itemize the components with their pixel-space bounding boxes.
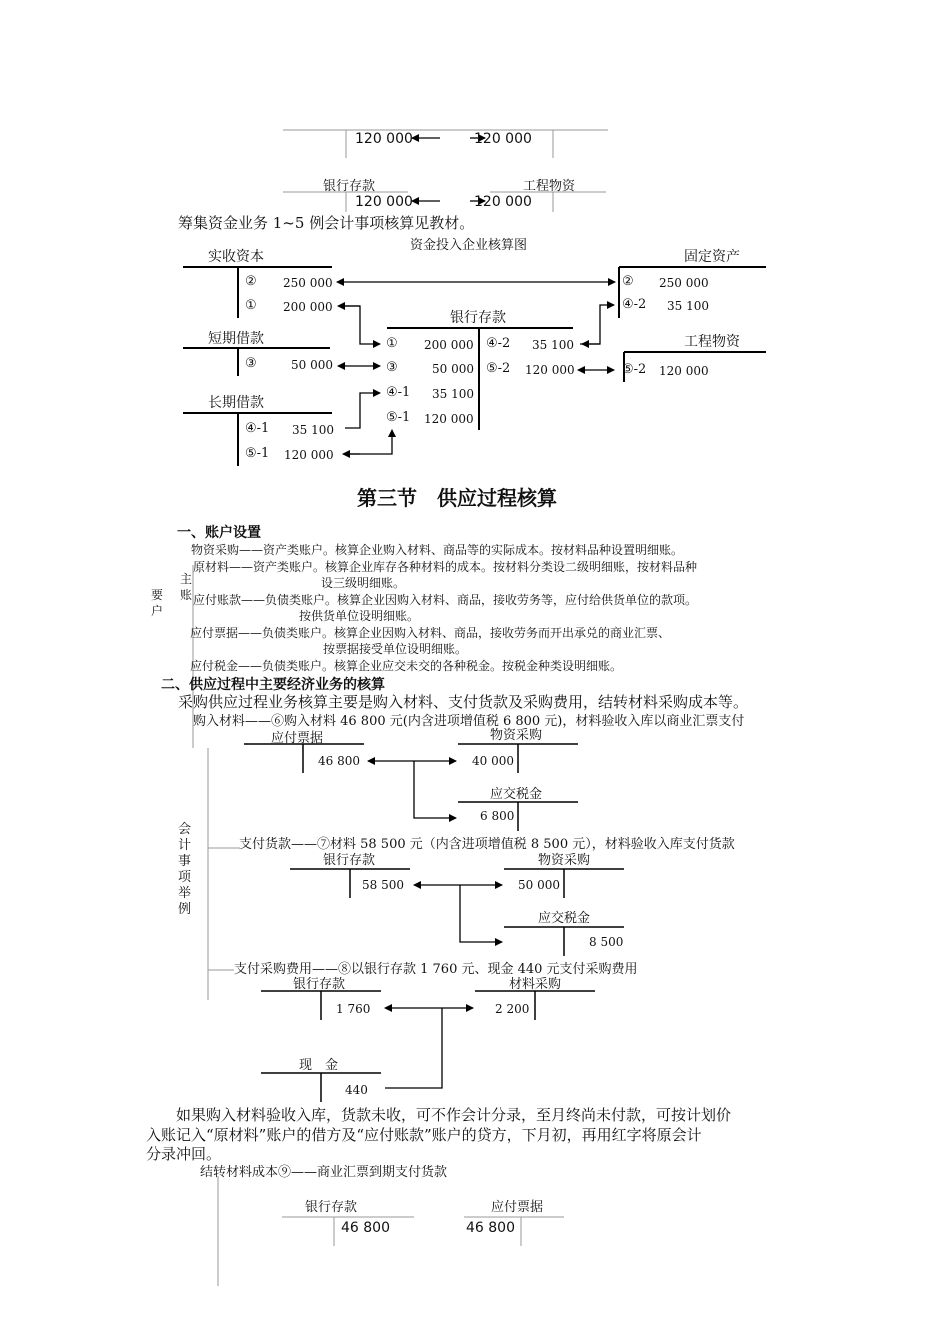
fixed-assets-title: 固定资产 (684, 249, 740, 265)
account-line: 应付票据——负债类账户。核算企业因购入材料、商品，接收劳务而开出承兑的商业汇票、 (190, 626, 671, 640)
account-line: 原材料——资产类账户。核算企业库存各种材料的成本。按材料分类设二级明细账，按材料品种 (193, 560, 698, 574)
construction-materials-title: 工程物资 (684, 334, 740, 350)
bank-debit-amount: 200 000 (424, 338, 474, 352)
ex6-notes-payable-amount: 46 800 (318, 754, 360, 768)
pic-entry-amount: 250 000 (283, 276, 333, 290)
bank-credit-amount: 120 000 (525, 363, 575, 377)
bank-debit-amount: 120 000 (424, 412, 474, 426)
top-construction-title: 工程物资 (523, 179, 576, 194)
ex6-tax-payable-title: 应交税金 (490, 787, 543, 802)
bank-debit-no: ① (386, 336, 398, 351)
top-row1-right-amount: 120 000 (474, 131, 532, 147)
side-label-important: 要 (151, 588, 164, 602)
account-line: 按供货单位设明细账。 (299, 609, 420, 623)
ex7-materials-purchase-amount: 50 000 (518, 878, 560, 892)
ex6-materials-purchase-title: 物资采购 (490, 728, 543, 743)
top-row2-left-amount: 120 000 (355, 194, 413, 210)
bank-title: 银行存款 (450, 310, 506, 326)
long-loan-title: 长期借款 (208, 395, 264, 411)
pic-entry-no: ① (245, 298, 257, 313)
side-label-char: 会 (178, 822, 192, 837)
ex8-bank-amount: 1 760 (336, 1002, 371, 1016)
bank-debit-no: ⑤-1 (386, 410, 411, 425)
note-line: 如果购入材料验收入库，货款未收，可不作会计分录，至月终尚未付款，可按计划价 (176, 1106, 732, 1124)
part2-intro: 采购供应过程业务核算主要是购入材料、支付货款及采购费用，结转材料采购成本等。 (178, 693, 749, 711)
intro-line: 筹集资金业务 1~5 例会计事项核算见教材。 (178, 214, 475, 232)
pic-entry-amount: 200 000 (283, 300, 333, 314)
ex7-materials-purchase-title: 物资采购 (538, 853, 591, 868)
side-label-household: 户 (151, 604, 164, 618)
account-line: 设三级明细账。 (321, 576, 406, 590)
example8-caption: 支付采购费用——⑧以银行存款 1 760 元、现金 440 元支付采购费用 (234, 962, 638, 977)
example9-caption: 结转材料成本⑨——商业汇票到期支付货款 (200, 1165, 448, 1180)
construction-entry-no: ⑤-2 (622, 362, 647, 377)
fixed-assets-entry-no: ④-2 (622, 297, 647, 312)
bank-credit-no: ⑤-2 (486, 361, 511, 376)
example6-caption: 购入材料——⑥购入材料 46 800 元(内含进项增值税 6 800 元)，材料验收入库以商业汇票支付 (193, 714, 745, 729)
account-line: 按票据接受单位设明细账。 (323, 642, 468, 656)
ex9-notes-payable-title: 应付票据 (491, 1200, 544, 1215)
bank-debit-no: ④-1 (386, 385, 411, 400)
ex6-notes-payable-title: 应付票据 (271, 731, 324, 746)
account-line: 应付税金——负债类账户。核算企业应交未交的各种税金。按税金种类设明细账。 (190, 659, 623, 673)
bank-credit-amount: 35 100 (532, 338, 574, 352)
ex8-material-purchase-amount: 2 200 (495, 1002, 530, 1016)
side-label-char: 举 (178, 886, 192, 901)
long-loan-entry-no: ④-1 (245, 421, 270, 436)
bank-credit-no: ④-2 (486, 336, 511, 351)
ex9-notes-payable-amount: 46 800 (466, 1220, 515, 1236)
fixed-assets-entry-no: ② (622, 274, 634, 289)
top-row2-right-amount: 120 000 (474, 194, 532, 210)
side-label-char: 事 (178, 854, 192, 869)
long-loan-entry-no: ⑤-1 (245, 446, 270, 461)
side-label-char: 例 (178, 902, 192, 917)
ex7-tax-payable-title: 应交税金 (538, 911, 591, 926)
construction-entry-amount: 120 000 (659, 364, 709, 378)
side-label-char: 计 (178, 838, 192, 853)
account-line: 应付账款——负债类账户。核算企业因购入材料、商品，接收劳务等，应付给供货单位的款项。 (193, 593, 698, 607)
ex8-material-purchase-title: 材料采购 (509, 977, 562, 992)
ex6-tax-payable-amount: 6 800 (480, 809, 515, 823)
pic-entry-no: ② (245, 274, 257, 289)
long-loan-entry-amount: 35 100 (292, 423, 334, 437)
ex7-bank-title: 银行存款 (323, 853, 376, 868)
part1-heading: 一、账户设置 (177, 525, 261, 541)
example7-caption: 支付货款——⑦材料 58 500 元（内含进项增值税 8 500 元），材料验收入库支付货款 (239, 837, 735, 852)
part2-heading: 二、供应过程中主要经济业务的核算 (161, 677, 385, 693)
short-loan-entry-no: ③ (245, 356, 257, 371)
bank-debit-no: ③ (386, 360, 398, 375)
long-loan-entry-amount: 120 000 (284, 448, 334, 462)
short-loan-title: 短期借款 (208, 331, 264, 347)
ex8-cash-amount: 440 (345, 1083, 368, 1097)
funding-diagram-title: 资金投入企业核算图 (410, 238, 528, 253)
ex9-bank-amount: 46 800 (341, 1220, 390, 1236)
ex7-tax-payable-amount: 8 500 (589, 935, 624, 949)
side-label-account: 账 (180, 588, 193, 602)
ex9-bank-title: 银行存款 (305, 1200, 358, 1215)
side-label-char: 项 (178, 870, 192, 885)
note-line: 入账记入“原材料”账户的借方及“应付账款”账户的贷方，下月初，再用红字将原会计 (146, 1126, 702, 1144)
bank-debit-amount: 50 000 (432, 362, 474, 376)
ex6-materials-purchase-amount: 40 000 (472, 754, 514, 768)
top-bank-title: 银行存款 (323, 179, 376, 194)
section-title: 第三节 供应过程核算 (357, 486, 557, 510)
account-line: 物资采购——资产类账户。核算企业购入材料、商品等的实际成本。按材料品种设置明细账。 (191, 543, 684, 557)
ex8-cash-title: 现 金 (299, 1058, 339, 1073)
note-line: 分录冲回。 (146, 1145, 222, 1163)
top-row1-left-amount: 120 000 (355, 131, 413, 147)
paid-in-capital-title: 实收资本 (208, 249, 264, 265)
ex7-bank-amount: 58 500 (362, 878, 404, 892)
bank-debit-amount: 35 100 (432, 387, 474, 401)
short-loan-entry-amount: 50 000 (291, 358, 333, 372)
fixed-assets-entry-amount: 250 000 (659, 276, 709, 290)
fixed-assets-entry-amount: 35 100 (667, 299, 709, 313)
ex8-bank-title: 银行存款 (293, 977, 346, 992)
side-label-main: 主 (180, 572, 193, 586)
